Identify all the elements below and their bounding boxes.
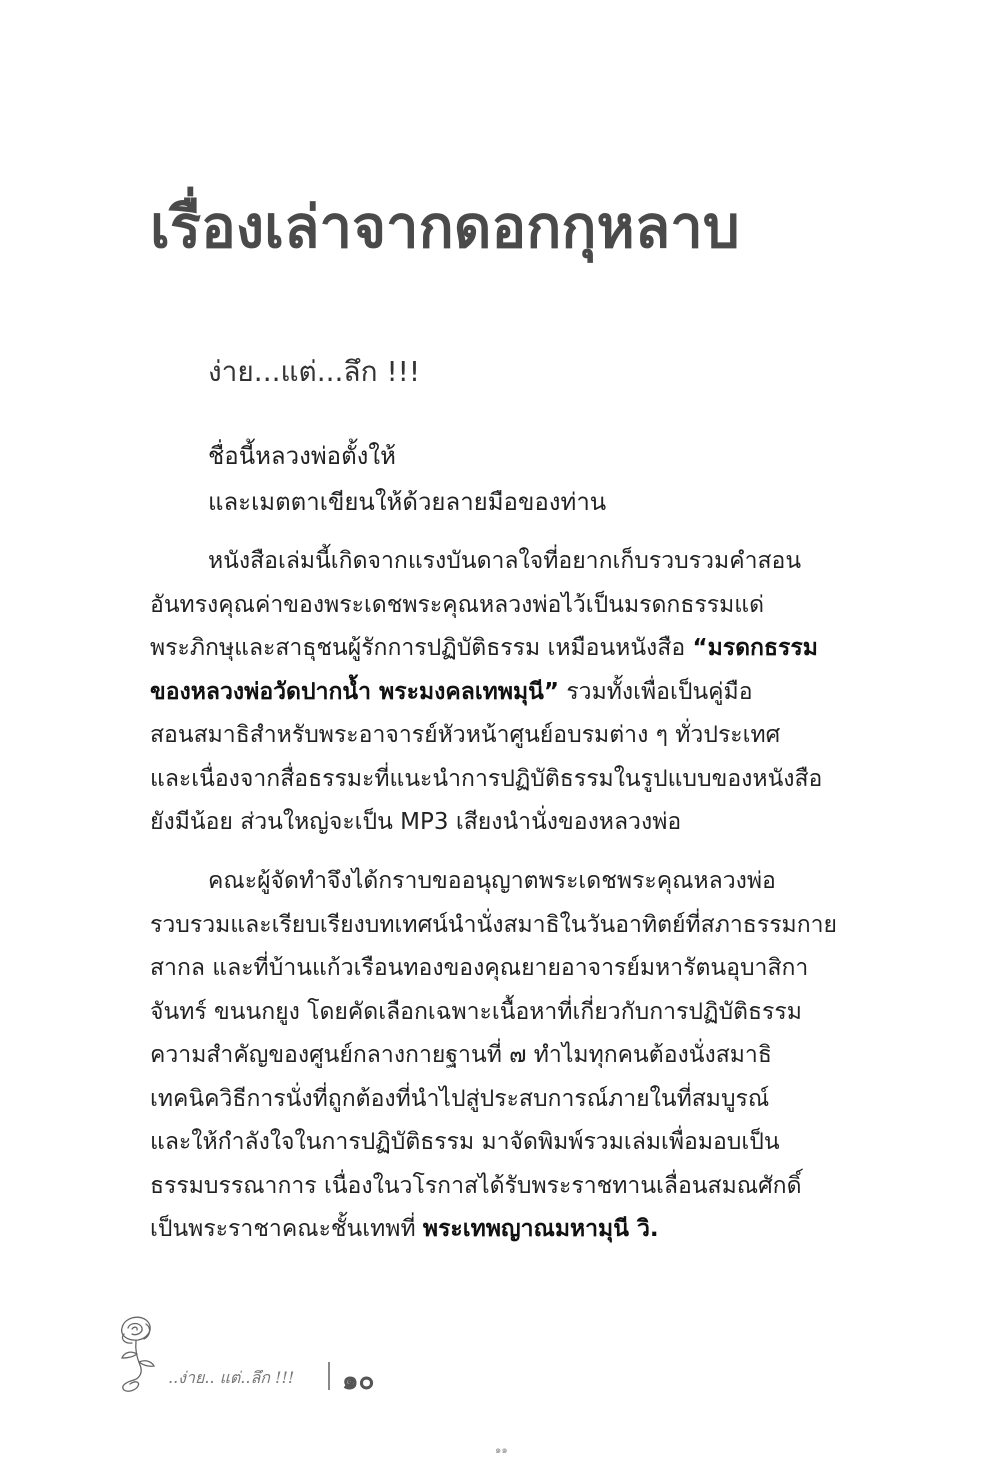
page-number: ๑๐: [342, 1366, 375, 1396]
paragraph-line: คณะผู้จัดทำจึงได้กราบขออนุญาตพระเดชพระคุณหลวงพ่อ: [208, 868, 776, 894]
bold-book-title: “มรดกธรรม: [692, 635, 818, 661]
rose-icon: [110, 1310, 170, 1395]
paragraph-line: เทคนิควิธีการนั่งที่ถูกต้องที่นำไปสู่ประสบการณ์ภายในที่สมบูรณ์: [150, 1085, 770, 1112]
bold-book-title: ของหลวงพ่อวัดปากน้ำ พระมงคลเทพมุนี”: [150, 678, 560, 705]
intro-block: [208, 433, 606, 525]
paragraph-line: [150, 671, 845, 715]
page-title: เรื่องเล่าจากดอกกุหลาบ: [150, 193, 740, 261]
bottom-mark: ๑๑: [495, 1445, 508, 1456]
paragraph-line: อันทรงคุณค่าของพระเดชพระคุณหลวงพ่อไว้เป็นมรดกธรรมแด่: [150, 591, 765, 618]
bold-name: พระเทพญาณมหามุนี วิ.: [422, 1216, 659, 1242]
page-footer: [110, 1310, 430, 1400]
paragraph-line: ธรรมบรรณาการ เนื่องในวโรกาสได้รับพระราชทานเลื่อนสมณศักดิ์: [150, 1172, 802, 1199]
paragraph-2: [150, 860, 845, 1252]
footer-handwriting: ..ง่าย.. แต่..ลึก !!!: [168, 1368, 295, 1387]
text-run: เป็นพระราชาคณะชั้นเทพที่: [150, 1216, 423, 1242]
paragraph-line: [150, 1208, 845, 1252]
paragraph-line: รวบรวมและเรียบเรียงบทเทศน์นำนั่งสมาธิในวันอาทิตย์ที่สภาธรรมกาย: [150, 911, 838, 938]
paragraph-1: [150, 540, 845, 845]
text-run: รวมทั้งเพื่อเป็นคู่มือ: [559, 678, 753, 705]
footer-divider: [328, 1362, 330, 1390]
paragraph-line: สากล และที่บ้านแก้วเรือนทองของคุณยายอาจารย์มหารัตนอุบาสิกา: [150, 955, 809, 981]
subtitle: ง่าย...แต่...ลึก !!!: [208, 355, 421, 388]
paragraph-line: ยังมีน้อย ส่วนใหญ่จะเป็น MP3 เสียงนำนั่งของหลวงพ่อ: [150, 809, 682, 835]
intro-line: ชื่อนี้หลวงพ่อตั้งให้: [208, 442, 396, 470]
paragraph-line: และให้กำลังใจในการปฏิบัติธรรม มาจัดพิมพ์รวมเล่มเพื่อมอบเป็น: [150, 1129, 780, 1155]
paragraph-line: จันทร์ ขนนกยูง โดยคัดเลือกเฉพาะเนื้อหาที่เกี่ยวกับการปฏิบัติธรรม: [150, 998, 802, 1025]
paragraph-line: [150, 627, 845, 671]
paragraph-line: และเนื่องจากสื่อธรรมะที่แนะนำการปฏิบัติธรรมในรูปแบบของหนังสือ: [150, 765, 823, 792]
intro-line: และเมตตาเขียนให้ด้วยลายมือของท่าน: [208, 488, 607, 516]
paragraph-line: สอนสมาธิสำหรับพระอาจารย์หัวหน้าศูนย์อบรมต่าง ๆ ทั่วประเทศ: [150, 722, 781, 748]
paragraph-line: หนังสือเล่มนี้เกิดจากแรงบันดาลใจที่อยากเก็บรวบรวมคำสอน: [208, 548, 802, 574]
paragraph-line: ความสำคัญของศูนย์กลางกายฐานที่ ๗ ทำไมทุกคนต้องนั่งสมาธิ: [150, 1042, 772, 1068]
text-run: พระภิกษุและสาธุชนผู้รักการปฏิบัติธรรม เหมือนหนังสือ: [150, 635, 693, 661]
